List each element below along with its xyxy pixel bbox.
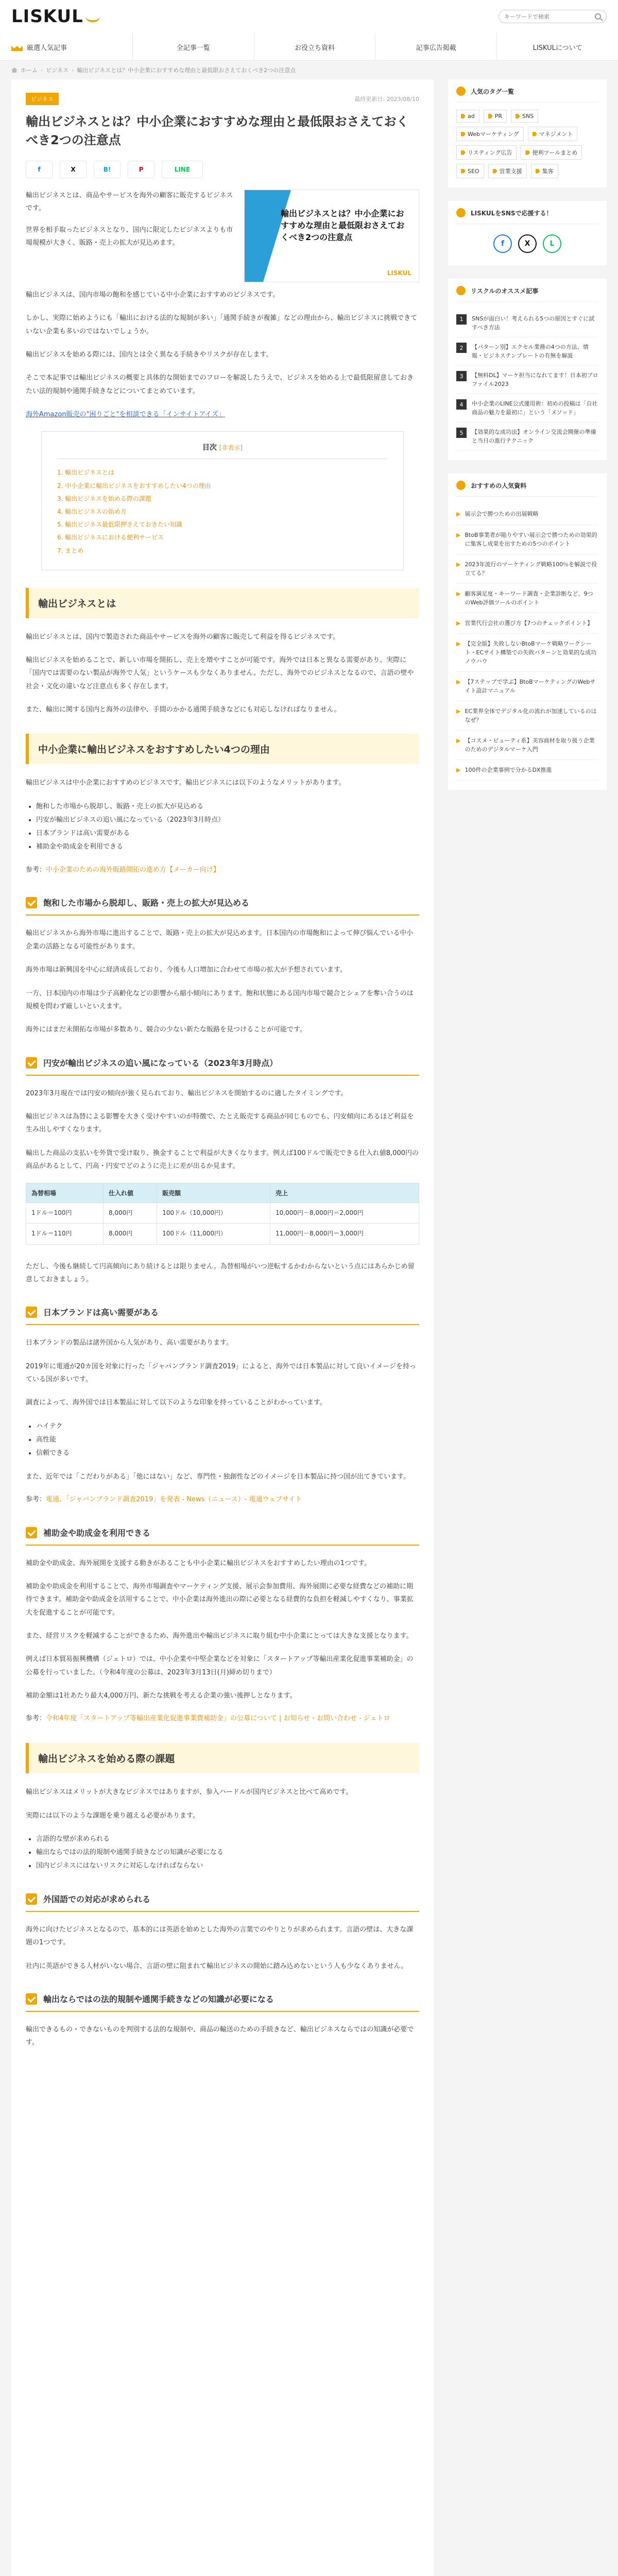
tag-link[interactable]: ad xyxy=(456,110,479,123)
table-cell: 10,000円－8,000円＝2,000円 xyxy=(270,1203,419,1224)
nav-popular[interactable]: 厳選人気記事 xyxy=(11,33,133,61)
tag-link[interactable]: 便利ツールまとめ xyxy=(521,145,582,160)
share-buttons xyxy=(26,161,419,178)
body-paragraph: 補助金や助成金、海外展開を支援する動きがあることも中小企業に輸出ビジネスをおすすめしたい理由の1つです。 xyxy=(26,1559,371,1567)
intro-paragraph: 輸出ビジネスは、国内市場の飽和を感じている中小企業におすすめのビジネスです。 xyxy=(26,291,280,299)
body-paragraph: 補助金額は1社あたり最大4,000万円、新たな挑戦を考える企業の強い後押しとなります。 xyxy=(26,1692,297,1700)
tag-icon xyxy=(488,114,493,118)
toc-title: 目次 xyxy=(202,444,217,452)
popular-item[interactable]: ▶ 【完全版】失敗しないBtoBマーケ戦略ワークシート・ECサイト構築での失敗パターンと効果的な成功ノウハウ xyxy=(456,634,598,672)
table-cell: 100ドル（11,000円） xyxy=(157,1224,270,1244)
body-paragraph: 海外に向けたビジネスとなるので、基本的には英語を始めとした海外の言葉でのやりとりが求められます。言語の壁は、大きな課題の1つです。 xyxy=(26,1925,414,1947)
document-icon xyxy=(456,481,466,490)
toc-toggle[interactable]: [非表示] xyxy=(219,444,243,452)
tag-icon xyxy=(536,169,540,174)
toc-item[interactable]: 4. 輸出ビジネスの始め方 xyxy=(57,507,127,515)
list-item: • 飽和した市場から脱却し、販路・売上の拡大が見込める xyxy=(36,800,419,814)
tag-link[interactable]: Webマーケティング xyxy=(456,127,524,141)
arrow-icon: ▶ xyxy=(456,678,461,685)
tag-icon xyxy=(493,169,497,174)
toc-item[interactable]: 6. 輸出ビジネスにおける便利サービス xyxy=(57,534,164,541)
table-row xyxy=(26,1224,419,1244)
table-cell: 8,000円 xyxy=(104,1203,157,1224)
share-facebook-button[interactable]: f xyxy=(26,161,53,178)
check-icon xyxy=(26,1893,37,1905)
share-hatena-button[interactable]: B! xyxy=(94,161,121,178)
sidebar xyxy=(448,79,607,803)
body-paragraph: 輸出ビジネスから海外市場に進出することで、販路・売上の拡大が見込めます。日本国内の市場飽和によって伸び悩んでいる中小企業の活路となる可能性があります。 xyxy=(26,929,414,951)
popular-item[interactable]: ▶ BtoB事業者が陥りやすい展示会で勝つための効果的に集客し成果を出すための5つのポイント xyxy=(456,525,598,554)
body-paragraph: 補助金や助成金を利用することで、海外市場調査やマーケティング支援、展示会参加費用、海外展開に必要な経費などの補助に期待できます。補助金や助成金を活用することで、中小企業は海外進出の際に必要となる経費的な負担を軽減しやすくなり、事業拡大を促進することが可能です。 xyxy=(26,1583,414,1617)
check-icon xyxy=(26,1307,37,1318)
recommended-title: リスクルのオススメ記事 xyxy=(471,287,539,295)
tag-link[interactable]: 集客 xyxy=(531,164,558,178)
share-line-button[interactable]: LINE xyxy=(162,161,203,178)
breadcrumb-home[interactable]: ホーム xyxy=(21,67,38,74)
subsection-heading: 輸出ならではの法的規制や通関手続きなどの知識が必要になる xyxy=(26,1988,419,2012)
category-badge[interactable]: ビジネス xyxy=(26,93,59,105)
toc-item[interactable]: 3. 輸出ビジネスを始める際の課題 xyxy=(57,495,151,502)
popular-item[interactable]: ▶ 営業代行会社の選び方【7つのチェックポイント】 xyxy=(456,613,598,634)
bullet-list xyxy=(36,800,419,854)
popular-item[interactable]: ▶ 100件の企業事例で分かるDX推進 xyxy=(456,760,598,781)
nav-about[interactable]: LISKULについて xyxy=(533,44,582,52)
arrow-icon: ▶ xyxy=(456,767,461,774)
recommended-item[interactable]: 2 【パターン別】エクセル業務の4つの方法、情報・ビジネステンプレートの有無を解説 xyxy=(456,337,598,366)
sns-widget xyxy=(448,201,607,265)
section-heading: 中小企業に輸出ビジネスをおすすめしたい4つの理由 xyxy=(26,734,419,764)
intro-paragraph: しかし、実際に始めようにも「輸出における法的な規制が多い」「通関手続きが複雑」などの理由から、輸出ビジネスに挑戦できていない企業も多いのではないでしょうか。 xyxy=(26,314,418,335)
arrow-icon: ▶ xyxy=(456,531,461,538)
recommended-item[interactable]: 3 【無料DL】マーケ担当になれてます！日本初プロファイル2023 xyxy=(456,366,598,394)
arrow-icon: ▶ xyxy=(456,590,461,597)
tag-icon xyxy=(461,169,466,174)
table-row xyxy=(26,1203,419,1224)
body-paragraph: 輸出した商品の支払いを外貨で受け取り、換金することで利益が大きくなります。例えば100ドルで販売できる仕入れ値8,000円の商品があるとして、円高・円安でどのように売上に差が出るか見ます。 xyxy=(26,1149,419,1170)
list-item: • 円安が輸出ビジネスの追い風になっている（2023年3月時点） xyxy=(36,814,419,827)
check-icon xyxy=(26,897,37,908)
body-paragraph: また、近年では「こだわりがある」「他にはない」など、専門性・独創性などのイメージを日本製品に持つ国が出てきています。 xyxy=(26,1472,410,1481)
body-paragraph: 例えば日本貿易振興機構（ジェトロ）では、中小企業や中堅企業などを対象に「スタートアップ等輸出産業化促進事業補助金」の公募を行っていました。（令和4年度の公募は、2023年3月13日(月)締め切りまで） xyxy=(26,1655,414,1676)
x-follow-button[interactable]: X xyxy=(518,234,537,253)
tag-icon xyxy=(461,132,466,137)
popular-item[interactable]: ▶ 【コスメ・ビューティ系】美容商材を取り扱う企業のためのデジタルマーケ入門 xyxy=(456,731,598,760)
reference-link[interactable]: 中小企業のための海外販路開拓の進め方【メーカー向け】 xyxy=(46,866,220,874)
intro-paragraph: 輸出ビジネスを始める際には、国内とは全く異なる手続きやリスクが存在します。 xyxy=(26,351,273,359)
tag-icon xyxy=(525,150,530,155)
search-icon[interactable] xyxy=(595,13,601,20)
section-heading: 輸出ビジネスとは xyxy=(26,588,419,618)
body-paragraph: 輸出ビジネスとは、国内で製造された商品やサービスを海外の顧客に販売して利益を得るビジネスです。 xyxy=(26,633,340,641)
share-pinterest-button[interactable]: P xyxy=(128,161,154,178)
body-paragraph: 実際には以下のような課題を乗り越える必要があります。 xyxy=(26,1811,199,1820)
share-x-button[interactable]: X xyxy=(60,161,87,178)
tag-link[interactable]: マネジメント xyxy=(528,127,578,141)
popular-resources-widget xyxy=(448,473,607,790)
popular-item[interactable]: ▶ EC業界全体でデジタル化の流れが加速しているのはなぜ？ xyxy=(456,701,598,731)
table-cell: 11,000円－8,000円＝3,000円 xyxy=(270,1224,419,1244)
reference-label: 参考： xyxy=(26,866,46,874)
popular-title: おすすめの人気資料 xyxy=(471,482,527,489)
article-title: 輸出ビジネスとは？中小企業におすすめな理由と最低限おさえておくべき2つの注意点 xyxy=(26,114,409,147)
exchange-rate-table xyxy=(26,1183,419,1244)
tag-icon xyxy=(461,150,466,155)
intro-paragraph: 輸出ビジネスとは、商品やサービスを海外の顧客に販売するビジネスです。 xyxy=(26,192,233,212)
recommended-widget xyxy=(448,279,607,460)
nav-resources[interactable]: お役立ち資料 xyxy=(254,33,376,61)
arrow-icon: ▶ xyxy=(456,511,461,518)
breadcrumb-category[interactable]: ビジネス xyxy=(46,67,69,74)
table-header: 販売額 xyxy=(157,1183,270,1203)
eyecatch-logo: LISKUL xyxy=(387,269,411,277)
table-header: 為替相場 xyxy=(26,1183,104,1203)
body-paragraph: 2019年に電通が20カ国を対象に行った「ジャパンブランド調査2019」によると、海外では日本製品に対して良いイメージを持っている国が多いです。 xyxy=(26,1362,417,1383)
toc-item[interactable]: 2. 中小企業に輸出ビジネスをおすすめしたい4つの理由 xyxy=(57,482,211,489)
line-follow-button[interactable]: L xyxy=(543,234,561,253)
site-header xyxy=(0,0,618,61)
subsection-heading: 補助金や助成金を利用できる xyxy=(26,1522,419,1546)
updated-date: 最終更新日: 2023/08/10 xyxy=(354,96,419,103)
tag-icon xyxy=(516,114,520,118)
arrow-icon: ▶ xyxy=(456,619,461,626)
popular-item[interactable]: ▶ 顧客満足度・キーワード調査・企業診断など、9つのWeb評価ツールのポイント xyxy=(456,584,598,613)
body-paragraph: 社内に英語ができる人材がいない場合、言語の壁に阻まれて輸出ビジネスの開始に踏み込めないという人も少なくありません。 xyxy=(26,1962,408,1970)
nav-ad-placement[interactable]: 記事広告掲載 xyxy=(375,33,497,61)
bullet-list xyxy=(36,1420,419,1460)
body-paragraph: 輸出ビジネスは為替による影響を大きく受けやすいのが特徴で、たとえ販売する商品が同じものでも、円安傾向にあるほど利益を生み出しやすくなります。 xyxy=(26,1112,414,1134)
body-paragraph: 海外にはまだ未開拓な市場が多数あり、競合の少ない新たな販路を見つけることが可能です。 xyxy=(26,1026,306,1034)
body-paragraph: 輸出ビジネスはメリットが大きなビジネスではありますが、参入ハードルが国内ビジネスと比べて高めです。 xyxy=(26,1788,353,1797)
subsection-heading: 飽和した市場から脱却し、販路・売上の拡大が見込める xyxy=(26,892,419,916)
subsection-heading: 外国語での対応が求められる xyxy=(26,1888,419,1912)
table-cell: 100ドル（10,000円） xyxy=(157,1203,270,1224)
list-item: • 高性能 xyxy=(36,1433,419,1447)
search-box xyxy=(499,10,607,23)
sns-title: LISKULをSNSで応援する！ xyxy=(471,209,553,217)
body-paragraph: 日本ブランドの製品は諸外国から人気があり、高い需要があります。 xyxy=(26,1339,233,1347)
body-paragraph: 一方、日本国内の市場は少子高齢化などの影響から縮小傾向にあります。飽和状態にある国内市場で競合とシェアを奪い合うのは規模を問わず厳しいといえます。 xyxy=(26,989,414,1010)
arrow-icon: ▶ xyxy=(456,640,461,647)
table-of-contents xyxy=(41,431,404,570)
list-item: • 言語的な壁が求められる xyxy=(36,1833,419,1846)
tag-icon xyxy=(461,114,466,118)
crown-icon xyxy=(456,87,466,96)
check-icon xyxy=(26,1993,37,2005)
tag-link[interactable]: リスティング広告 xyxy=(456,145,517,160)
logo-smile-icon xyxy=(85,16,100,22)
facebook-follow-button[interactable]: f xyxy=(493,234,512,253)
recommended-item[interactable]: 4 中小企業のLINE公式運用術：初めの投稿は「自社商品の魅力を最初に」という「メソッド」 xyxy=(456,394,598,422)
tag-icon xyxy=(533,132,537,137)
intro-paragraph: そこで本記事では輸出ビジネスの概要と具体的な開始までのフローを解説したうえで、ビジネスを始める上で最低限留意しておきたい法的規制や通関手続きなどについてまとめています。 xyxy=(26,374,414,395)
toc-item[interactable]: 5. 輸出ビジネス最低限押さえておきたい知識 xyxy=(57,521,182,529)
table-cell: 8,000円 xyxy=(104,1224,157,1244)
table-header: 仕入れ値 xyxy=(104,1183,157,1203)
reference-link[interactable]: 電通、「ジャパンブランド調査2019」を発表 - News（ニュース）- 電通ウェブサイト xyxy=(46,1496,302,1504)
popular-item[interactable]: ▶ 展示会で勝つための出展戦略 xyxy=(456,504,598,524)
tags-widget xyxy=(448,79,607,188)
arrow-icon: ▶ xyxy=(456,708,461,715)
intro-paragraph: 世界を相手取ったビジネスとなり、国内に限定したビジネスよりも市場規模が大きく、販路・売上の拡大が見込めます。 xyxy=(26,226,233,247)
recommended-item[interactable]: 5 【効果的な成功法】オンライン交流会開催の準備と当日の進行テクニック xyxy=(456,422,598,451)
home-icon xyxy=(11,67,18,73)
eyecatch-image xyxy=(244,190,419,282)
crown-icon xyxy=(11,43,23,51)
heart-icon xyxy=(456,208,466,217)
body-paragraph: ただし、今後も継続して円高傾向にあり続けるとは限りません。為替相場がいつ逆転するかわからないという点にはあらかじめ留意しておきましょう。 xyxy=(26,1262,415,1283)
thumbs-up-icon xyxy=(456,286,466,295)
body-paragraph: 海外市場は新興国を中心に経済成長しており、今後も人口増加に合わせて市場の拡大が予想されています。 xyxy=(26,966,347,974)
list-item: • 信頼できる xyxy=(36,1447,419,1460)
popular-item[interactable]: ▶ 2023年流行のマーケティング戦略100％を解説で役立てる？ xyxy=(456,554,598,584)
table-cell: 1ドル＝110円 xyxy=(26,1224,104,1244)
reference-label: 参考： xyxy=(26,1496,46,1504)
list-item: • 補助金や助成金を利用できる xyxy=(36,840,419,854)
list-item: • 日本ブランドは高い需要がある xyxy=(36,827,419,840)
check-icon xyxy=(26,1057,37,1069)
body-paragraph: 輸出ビジネスは中小企業におすすめのビジネスです。輸出ビジネスには以下のようなメリットがあります。 xyxy=(26,779,346,787)
body-paragraph: 輸出ビジネスを始めることで、新しい市場を開拓し、売上を増やすことが可能です。海外では日本と異なる需要があり、実際に「国内では需要のない製品が海外で人気」というケースも少なくありません。ただし、海外でのビジネスとなるので、言語の壁や社会・文化の違いなど注意点も多く存在します。 xyxy=(26,656,414,690)
list-item: • ハイテク xyxy=(36,1420,419,1433)
section-heading: 輸出ビジネスを始める際の課題 xyxy=(26,1743,419,1773)
site-logo[interactable]: LISKUL xyxy=(11,6,100,27)
subsection-heading: 円安が輸出ビジネスの追い風になっている（2023年3月時点） xyxy=(26,1052,419,1076)
reference-label: 参考： xyxy=(26,1715,46,1723)
check-icon xyxy=(26,1527,37,1538)
body-paragraph: 調査によって、海外国では日本製品に対して以下のような印象を持っていることがわかっています。 xyxy=(26,1399,327,1407)
breadcrumb: ホーム › ビジネス › 輸出ビジネスとは？中小企業におすすめな理由と最低限おさえておくべき2つの注意点 xyxy=(0,61,618,79)
bullet-list xyxy=(36,1833,419,1873)
insight-eyes-link[interactable]: 海外Amazon販売の"困りごと"を相談できる「インサイトアイズ」 xyxy=(26,411,225,419)
tags-title: 人気のタグ一覧 xyxy=(471,88,514,95)
list-item: • 国内ビジネスにはないリスクに対応しなければならない xyxy=(36,1859,419,1873)
nav-all-articles[interactable]: 全記事一覧 xyxy=(133,33,254,61)
eyecatch-text: 輸出ビジネスとは？中小企業におすすめな理由と最低限おさえておくべき2つの注意点 xyxy=(281,209,405,243)
search-input[interactable] xyxy=(504,13,595,20)
table-cell: 1ドル＝100円 xyxy=(26,1203,104,1224)
body-paragraph: また、経営リスクを軽減することができるため、海外進出や輸出ビジネスに取り組む中小企業にとっては大きな支援となります。 xyxy=(26,1632,413,1640)
body-paragraph: 輸出できるもの・できないものを判別する法的な規制や、商品の輸送のための手続きなど、輸出ビジネスならではの知識が必要です。 xyxy=(26,2025,414,2047)
global-nav xyxy=(0,33,618,61)
tag-link[interactable]: SEO xyxy=(456,164,484,178)
tag-link[interactable]: SNS xyxy=(511,110,538,123)
subsection-heading: 日本ブランドは高い需要がある xyxy=(26,1301,419,1325)
recommended-item[interactable]: 1 SNSが面白い！考えられる5つの原因とすぐに試すべき方法 xyxy=(456,309,598,337)
arrow-icon: ▶ xyxy=(456,737,461,744)
reference-link[interactable]: 令和4年度「スタートアップ等輸出産業化促進事業費補助金」の公募について | お知らせ・お問い合わせ - ジェトロ xyxy=(46,1715,390,1723)
arrow-icon: ▶ xyxy=(456,561,461,568)
table-header: 売上 xyxy=(270,1183,419,1203)
list-item: • 輸出ならではの法的規制や通関手続きなどの知識が必要になる xyxy=(36,1846,419,1859)
article xyxy=(11,79,434,2576)
toc-item[interactable]: 7. まとめ xyxy=(57,547,84,554)
tag-link[interactable]: 営業支援 xyxy=(488,164,527,178)
popular-item[interactable]: ▶ 【7ステップで学ぶ】BtoBマーケティングのWebサイト設計マニュアル xyxy=(456,672,598,701)
body-paragraph: 2023年3月現在では円安の傾向が強く見られており、輸出ビジネスを開始するのに適したタイミングです。 xyxy=(26,1089,348,1097)
toc-item[interactable]: 1. 輸出ビジネスとは xyxy=(57,469,114,477)
breadcrumb-current: 輸出ビジネスとは？中小企業におすすめな理由と最低限おさえておくべき2つの注意点 xyxy=(77,67,296,74)
body-paragraph: また、輸出に関する国内と海外の法律や、手間のかかる通関手続きなどにも対応しなければなりません。 xyxy=(26,706,341,714)
tag-link[interactable]: PR xyxy=(484,110,507,123)
